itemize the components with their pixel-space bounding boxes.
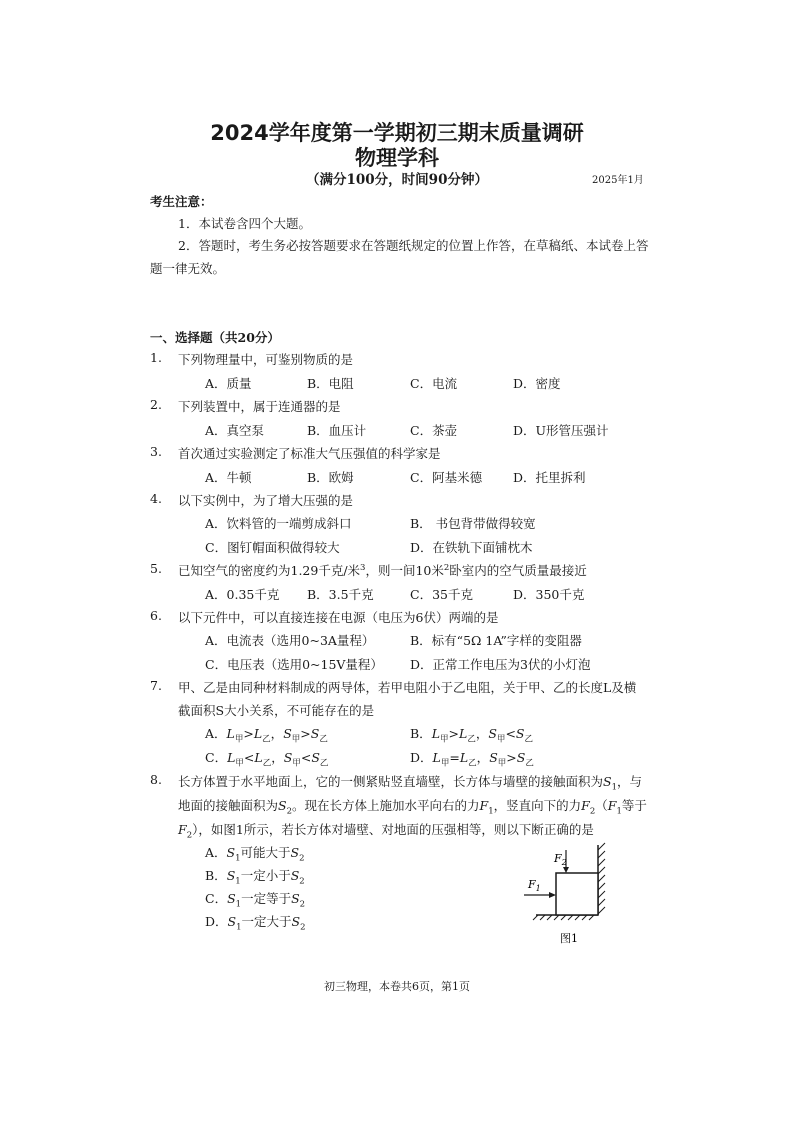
- q7-option-d-s: S: [489, 750, 498, 765]
- q5-stem: [178, 561, 587, 579]
- q8-option-a-s1: S: [226, 845, 236, 860]
- q7-option-b-l-2: L: [459, 726, 468, 741]
- q1-option-d: D．密度: [513, 376, 561, 391]
- q7-option-b-rel-2: <: [505, 726, 516, 741]
- q8-option-c-label: C．: [205, 891, 228, 906]
- q7-option-b-sub-1: 甲: [440, 734, 449, 745]
- q5-option-d: D．350千克: [513, 587, 585, 602]
- q2-option-b: B．血压计: [307, 423, 367, 438]
- q7-option-d: [410, 748, 534, 769]
- q8-number: 8.: [150, 772, 162, 787]
- q4-option-c: C．图钉帽面积做得较大: [205, 540, 340, 555]
- q1-option-c: C．电流: [410, 376, 458, 391]
- q7-option-b-l: L: [431, 726, 440, 741]
- q8-line-2-f1-b-sub: 1: [616, 806, 622, 817]
- q8-line-3-text: ），如图1所示，若长方体对墙壁、对地面的压强相等，则以下断正确的是: [192, 822, 594, 837]
- q8-option-b-s1: S: [226, 868, 236, 883]
- cuboid: [556, 873, 598, 915]
- notice-item-3: 题一律无效。: [150, 261, 226, 276]
- q8-line-1-end: ，与: [617, 774, 643, 789]
- q8-option-c-rel: 一定等于: [241, 891, 292, 906]
- subject-title: 物理学科: [355, 146, 439, 170]
- q8-option-c-s1: S: [227, 891, 236, 906]
- q7-option-a-l-2: L: [253, 726, 263, 741]
- q2-number: 2.: [150, 397, 162, 412]
- q7-option-b-label: B．: [410, 726, 432, 741]
- q7-option-a-l: L: [226, 726, 235, 741]
- q7-number: 7.: [150, 678, 162, 693]
- q7-option-c-s: S: [283, 750, 293, 765]
- q6-option-c: C．电压表（选用0~15V量程）: [205, 657, 383, 672]
- q6-stem: 以下元件中，可以直接连接在电源（电压为6伏）两端的是: [178, 610, 499, 625]
- q8-line-2-f1-sub: 1: [488, 806, 494, 817]
- q7-option-d-l-2: L: [459, 750, 469, 765]
- q8-option-c-s2: S: [291, 891, 300, 906]
- q8-option-b-s2: S: [290, 868, 300, 883]
- q7-option-c-rel-1: <: [243, 750, 255, 765]
- q7-option-a-sub-2: 乙: [262, 734, 271, 745]
- q2-option-a: A．真空泵: [205, 423, 265, 438]
- q8-option-d-s1: S: [227, 914, 237, 929]
- q7-option-b: [410, 724, 533, 745]
- notice-title: 考生注意：: [150, 194, 213, 209]
- q8-line-2-s-sub: 2: [286, 806, 293, 817]
- q8-line-1: [178, 772, 642, 793]
- q3-option-c: C．阿基米德: [410, 470, 483, 485]
- section-title: 一、选择题（共20分）: [150, 330, 280, 345]
- q7-option-a-sep: ，: [270, 726, 284, 741]
- page-footer: 初三物理，本卷共6页，第1页: [324, 980, 470, 993]
- q5-stem-sup-1: 3: [360, 562, 366, 573]
- exam-title: 2024学年度第一学期初三期末质量调研: [210, 121, 584, 145]
- q7-option-b-s-2: S: [515, 726, 525, 741]
- q7-option-b-s: S: [488, 726, 497, 741]
- q7-option-c-label: C．: [205, 750, 228, 765]
- q1-stem: 下列物理量中，可鉴别物质的是: [178, 352, 354, 367]
- q5-stem-part-c: 卧室内的空气质量最接近: [449, 563, 587, 578]
- q7-option-c-sub-2: 乙: [262, 758, 272, 769]
- q7-option-b-sep: ，: [475, 726, 489, 741]
- q1-number: 1.: [150, 350, 162, 365]
- q5-option-a: A．0.35千克: [205, 587, 280, 602]
- q8-option-c-sub2: 2: [299, 899, 306, 910]
- q4-option-b: B． 书包背带做得较宽: [410, 516, 536, 531]
- q7-option-d-label: D．: [410, 750, 433, 765]
- q7-option-a-s: S: [283, 726, 292, 741]
- q3-stem: 首次通过实验测定了标准大气压强值的科学家是: [178, 446, 441, 461]
- q2-option-c: C．茶壶: [410, 423, 458, 438]
- q7-option-a-rel-2: >: [300, 726, 311, 741]
- q6-option-b: B．标有“5Ω 1A”字样的变阻器: [410, 633, 582, 648]
- q8-option-d-sub1: 1: [236, 922, 242, 933]
- q7-option-a-sub-4: 乙: [319, 734, 328, 745]
- q7-option-d-l: L: [432, 750, 441, 765]
- q3-option-d: D．托里拆利: [513, 470, 586, 485]
- q8-line-2-text-d: （: [595, 798, 608, 813]
- q4-number: 4.: [150, 491, 162, 506]
- q7-option-c-l: L: [227, 750, 236, 765]
- q7-option-b-sub-4: 乙: [524, 734, 534, 745]
- exam-info: （满分100分，时间90分钟）: [306, 172, 488, 188]
- q8-option-b-sub2: 2: [299, 876, 305, 887]
- q7-option-b-sub-2: 乙: [467, 734, 476, 745]
- q8-line-2-text-b: 。现在长方体上施加水平向右的力: [292, 798, 480, 813]
- q7-option-c-sub-3: 甲: [292, 758, 301, 769]
- q8-option-a: [205, 843, 305, 864]
- q8-line-2-f2: F: [581, 798, 590, 813]
- q7-option-d-sub-1: 甲: [440, 758, 450, 769]
- q1-option-a: A．质量: [205, 376, 252, 391]
- q7-option-a-label: A．: [205, 726, 227, 741]
- q7-option-a-s-2: S: [310, 726, 320, 741]
- q7-option-d-sep: ，: [476, 750, 490, 765]
- q7-option-c-l-2: L: [254, 750, 263, 765]
- q8-line-3-f2: F: [178, 822, 187, 837]
- q5-stem-part-b: ，则一间10米: [365, 563, 444, 578]
- wall-hatching: [598, 843, 605, 914]
- q8-line-1-sub: 1: [611, 782, 618, 793]
- q7-option-c-sep: ，: [271, 750, 284, 765]
- q8-option-b-sub1: 1: [235, 876, 241, 887]
- q7-option-d-sub-2: 乙: [468, 758, 477, 769]
- q7-stem-line-1: 甲、乙是由同种材料制成的两导体，若甲电阻小于乙电阻，关于甲、乙的长度L及横: [178, 680, 637, 695]
- q7-option-a-sub-1: 甲: [234, 734, 244, 745]
- q8-line-2-s: S: [278, 798, 287, 813]
- q8-option-c-sub1: 1: [235, 899, 242, 910]
- q6-option-d: D．正常工作电压为3伏的小灯泡: [410, 657, 591, 672]
- q8-line-2-text-c: ，竖直向下的力: [493, 798, 582, 813]
- q7-option-c-sub-4: 乙: [319, 758, 329, 769]
- q8-option-d-label: D．: [205, 914, 228, 929]
- q7-option-a-rel-1: >: [243, 726, 254, 741]
- q6-number: 6.: [150, 608, 162, 623]
- q7-option-c: [205, 748, 328, 769]
- q7-option-b-rel-1: >: [448, 726, 459, 741]
- q7-option-d-rel-1: =: [449, 750, 460, 765]
- q8-option-a-sub2: 2: [299, 853, 305, 864]
- notice-item-2: 2．答题时，考生务必按答题要求在答题纸规定的位置上作答，在草稿纸、本试卷上答: [178, 238, 649, 253]
- q8-option-b-label: B．: [205, 868, 227, 883]
- q3-option-b: B．欧姆: [307, 470, 354, 485]
- q8-option-b: [205, 866, 305, 887]
- q7-option-c-s-2: S: [311, 750, 320, 765]
- f1-label: $F_1$: [528, 878, 541, 893]
- q2-stem: 下列装置中，属于连通器的是: [178, 399, 341, 414]
- q8-option-a-sub1: 1: [235, 853, 241, 864]
- q3-option-a: A．牛顿: [205, 470, 252, 485]
- q8-option-d-sub2: 2: [300, 922, 306, 933]
- q5-option-c: C．35千克: [410, 587, 473, 602]
- q7-option-c-sub-1: 甲: [235, 758, 244, 769]
- figure-1-diagram: [520, 840, 620, 948]
- q1-option-b: B．电阻: [307, 376, 354, 391]
- exam-date: 2025年1月: [592, 175, 644, 186]
- q8-line-2-text-a: 地面的接触面积为: [178, 798, 279, 813]
- q8-option-d: [205, 912, 306, 933]
- q5-number: 5.: [150, 561, 162, 576]
- q2-option-d: D．U形管压强计: [513, 423, 609, 438]
- q3-number: 3.: [150, 444, 162, 459]
- q5-stem-part-a: 已知空气的密度约为1.29千克/米: [178, 563, 361, 578]
- q7-option-d-sub-4: 乙: [525, 758, 534, 769]
- q7-option-d-rel-2: >: [506, 750, 517, 765]
- f2-arrow-head: [563, 867, 569, 873]
- notice-item-1: 1．本试卷含四个大题。: [178, 216, 311, 231]
- q8-line-2: [178, 796, 647, 817]
- q7-option-a: [205, 724, 328, 745]
- q8-option-a-label: A．: [205, 845, 227, 860]
- q7-option-a-sub-3: 甲: [291, 734, 301, 745]
- q4-stem: 以下实例中，为了增大压强的是: [178, 493, 354, 508]
- q7-option-c-rel-2: <: [300, 750, 312, 765]
- q8-option-d-s2: S: [291, 914, 301, 929]
- q8-line-3: [178, 820, 594, 841]
- q8-option-d-rel: 一定大于: [241, 914, 292, 929]
- q8-line-2-f1: F: [479, 798, 489, 813]
- q7-option-b-sub-3: 甲: [496, 734, 506, 745]
- q8-line-2-text-e: 等于: [621, 798, 647, 813]
- q7-option-d-s-2: S: [516, 750, 526, 765]
- q8-line-2-f1-b: F: [607, 798, 617, 813]
- q4-option-a: A．饮料管的一端剪成斜口: [205, 516, 352, 531]
- q4-option-d: D．在铁轨下面铺枕木: [410, 540, 533, 555]
- q8-line-1-s: S: [603, 774, 612, 789]
- q8-line-1-text: 长方体置于水平地面上，它的一侧紧贴竖直墙壁，长方体与墙壁的接触面积为: [178, 774, 604, 789]
- q8-option-a-rel: 可能大于: [240, 845, 291, 860]
- f2-label: $F_2$: [554, 852, 567, 867]
- q7-option-d-sub-3: 甲: [497, 758, 507, 769]
- q5-option-b: B．3.5千克: [307, 587, 374, 602]
- q6-option-a: A．电流表（选用0~3A量程）: [205, 633, 375, 648]
- q8-option-a-s2: S: [290, 845, 300, 860]
- q5-stem-sup-2: 2: [443, 562, 450, 573]
- q8-option-c: [205, 889, 305, 910]
- q7-stem-line-2: 截面积S大小关系，不可能存在的是: [178, 703, 375, 718]
- q8-line-3-f2-sub: 2: [186, 830, 193, 841]
- figure-caption: 图1: [560, 932, 578, 945]
- f1-arrow-head: [549, 892, 556, 898]
- q8-line-2-f2-sub: 2: [589, 806, 596, 817]
- q8-option-b-rel: 一定小于: [240, 868, 291, 883]
